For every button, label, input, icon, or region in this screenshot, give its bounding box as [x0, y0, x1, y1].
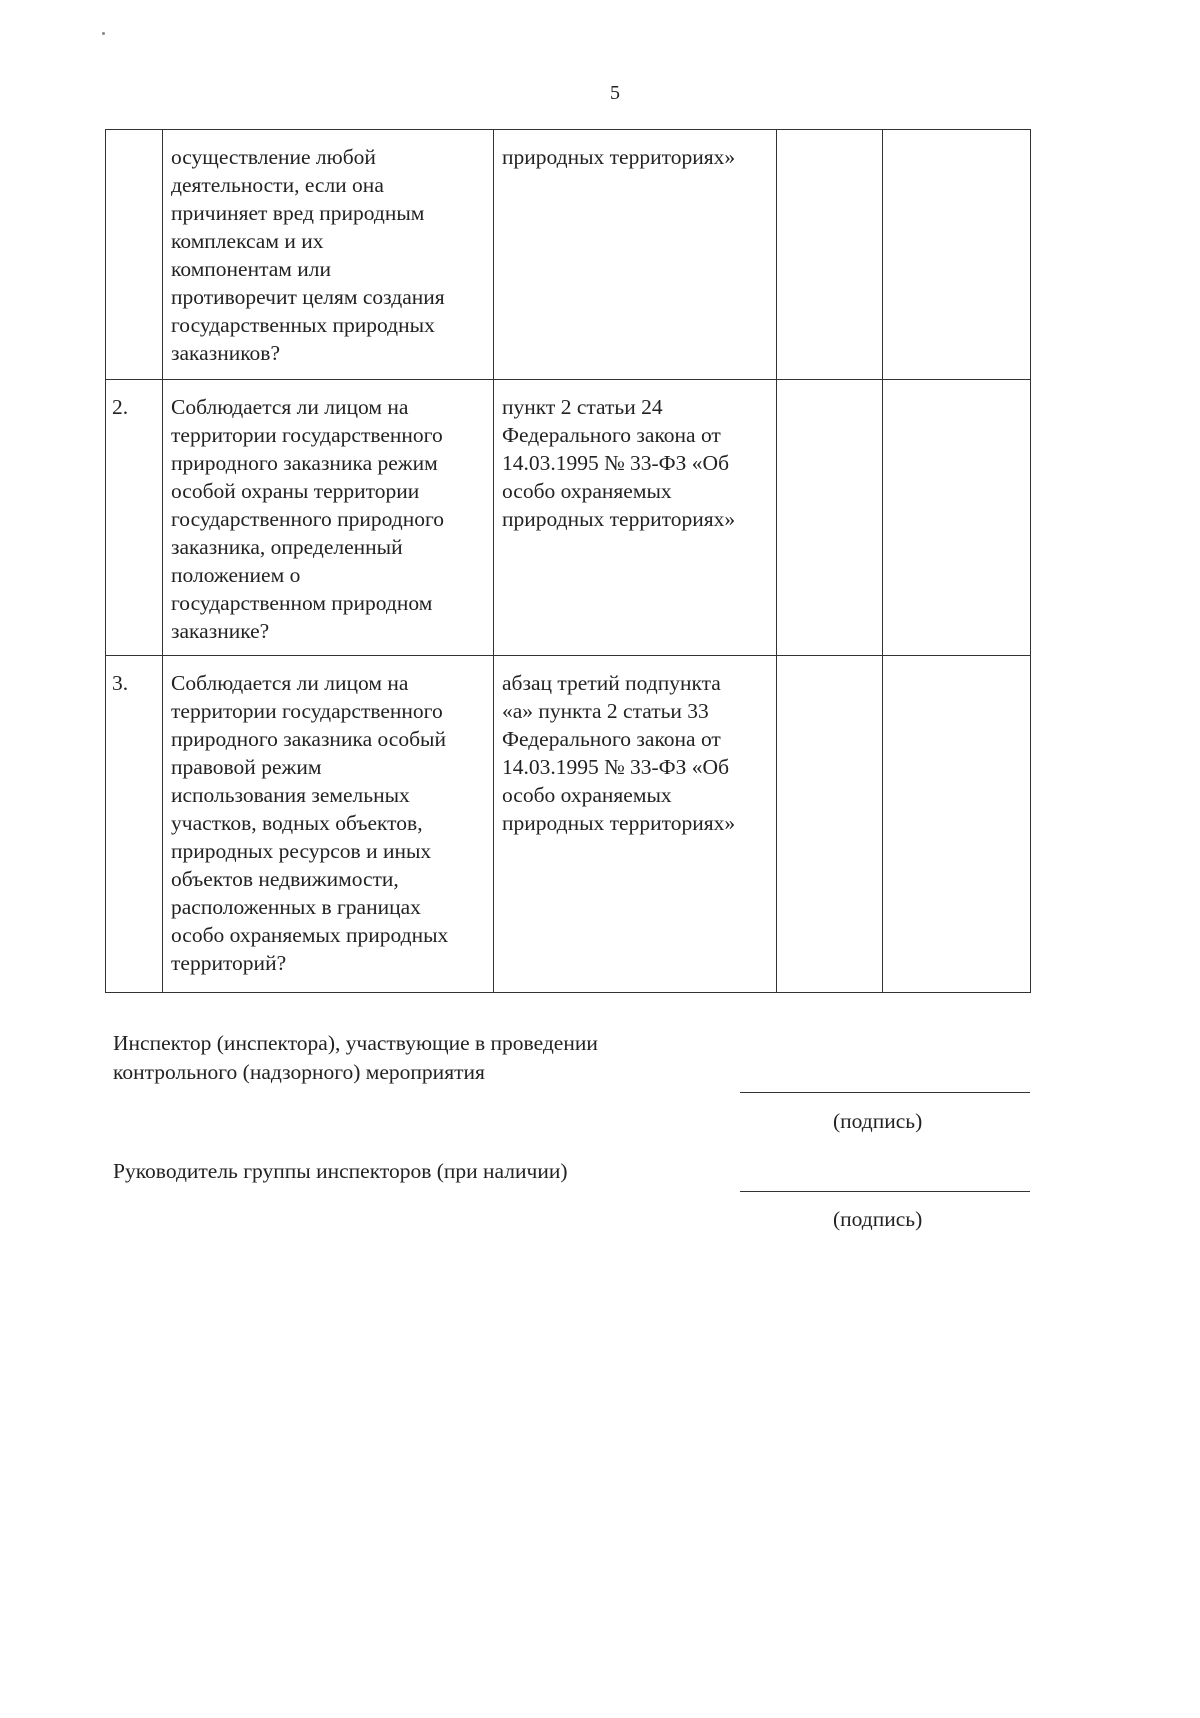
legal-reference-cell: абзац третий подпункта «а» пункта 2 статьи 33 Федерального закона от 14.03.1995 № 33-ФЗ «Об особо охраняемых природных территориях» [494, 656, 777, 993]
question-cell: Соблюдается ли лицом на территории государственного природного заказника режим особой охраны территории государственного природного заказника, определенный положением о государственном природном заказнике? [163, 380, 494, 656]
leader-signature-label: Руководитель группы инспекторов (при наличии) [113, 1159, 568, 1183]
question-cell: Соблюдается ли лицом на территории государственного природного заказника особый правовой режим использования земельных участков, водных объектов, природных ресурсов и иных объектов недвижимости, расположенных в границах особо охраняемых природных территорий? [163, 656, 494, 993]
row-number [106, 130, 163, 380]
table-row [106, 380, 1031, 656]
table-row [106, 656, 1031, 993]
leader-signature-caption: (подпись) [833, 1207, 923, 1231]
question-cell: осуществление любой деятельности, если она причиняет вред природным комплексам и их компонентам или противоречит целям создания государственных природных заказников? [163, 130, 494, 380]
legal-reference-cell: природных территориях» [494, 130, 777, 380]
note-cell [883, 656, 1031, 993]
inspector-signature-caption: (подпись) [833, 1109, 923, 1133]
leader-signature-line [740, 1191, 1030, 1192]
row-number: 3. [106, 656, 163, 993]
answer-cell [777, 130, 883, 380]
table-row [106, 130, 1031, 380]
legal-reference-cell: пункт 2 статьи 24 Федерального закона от 14.03.1995 № 33-ФЗ «Об особо охраняемых природных территориях» [494, 380, 777, 656]
checklist-table [105, 129, 1031, 993]
page-number: 5 [610, 82, 620, 104]
scan-speck [102, 32, 105, 35]
inspector-signature-label: Инспектор (инспектора), участвующие в проведении контрольного (надзорного) мероприятия [113, 1031, 598, 1084]
answer-cell [777, 656, 883, 993]
inspector-signature-line [740, 1092, 1030, 1093]
answer-cell [777, 380, 883, 656]
row-number: 2. [106, 380, 163, 656]
note-cell [883, 130, 1031, 380]
note-cell [883, 380, 1031, 656]
